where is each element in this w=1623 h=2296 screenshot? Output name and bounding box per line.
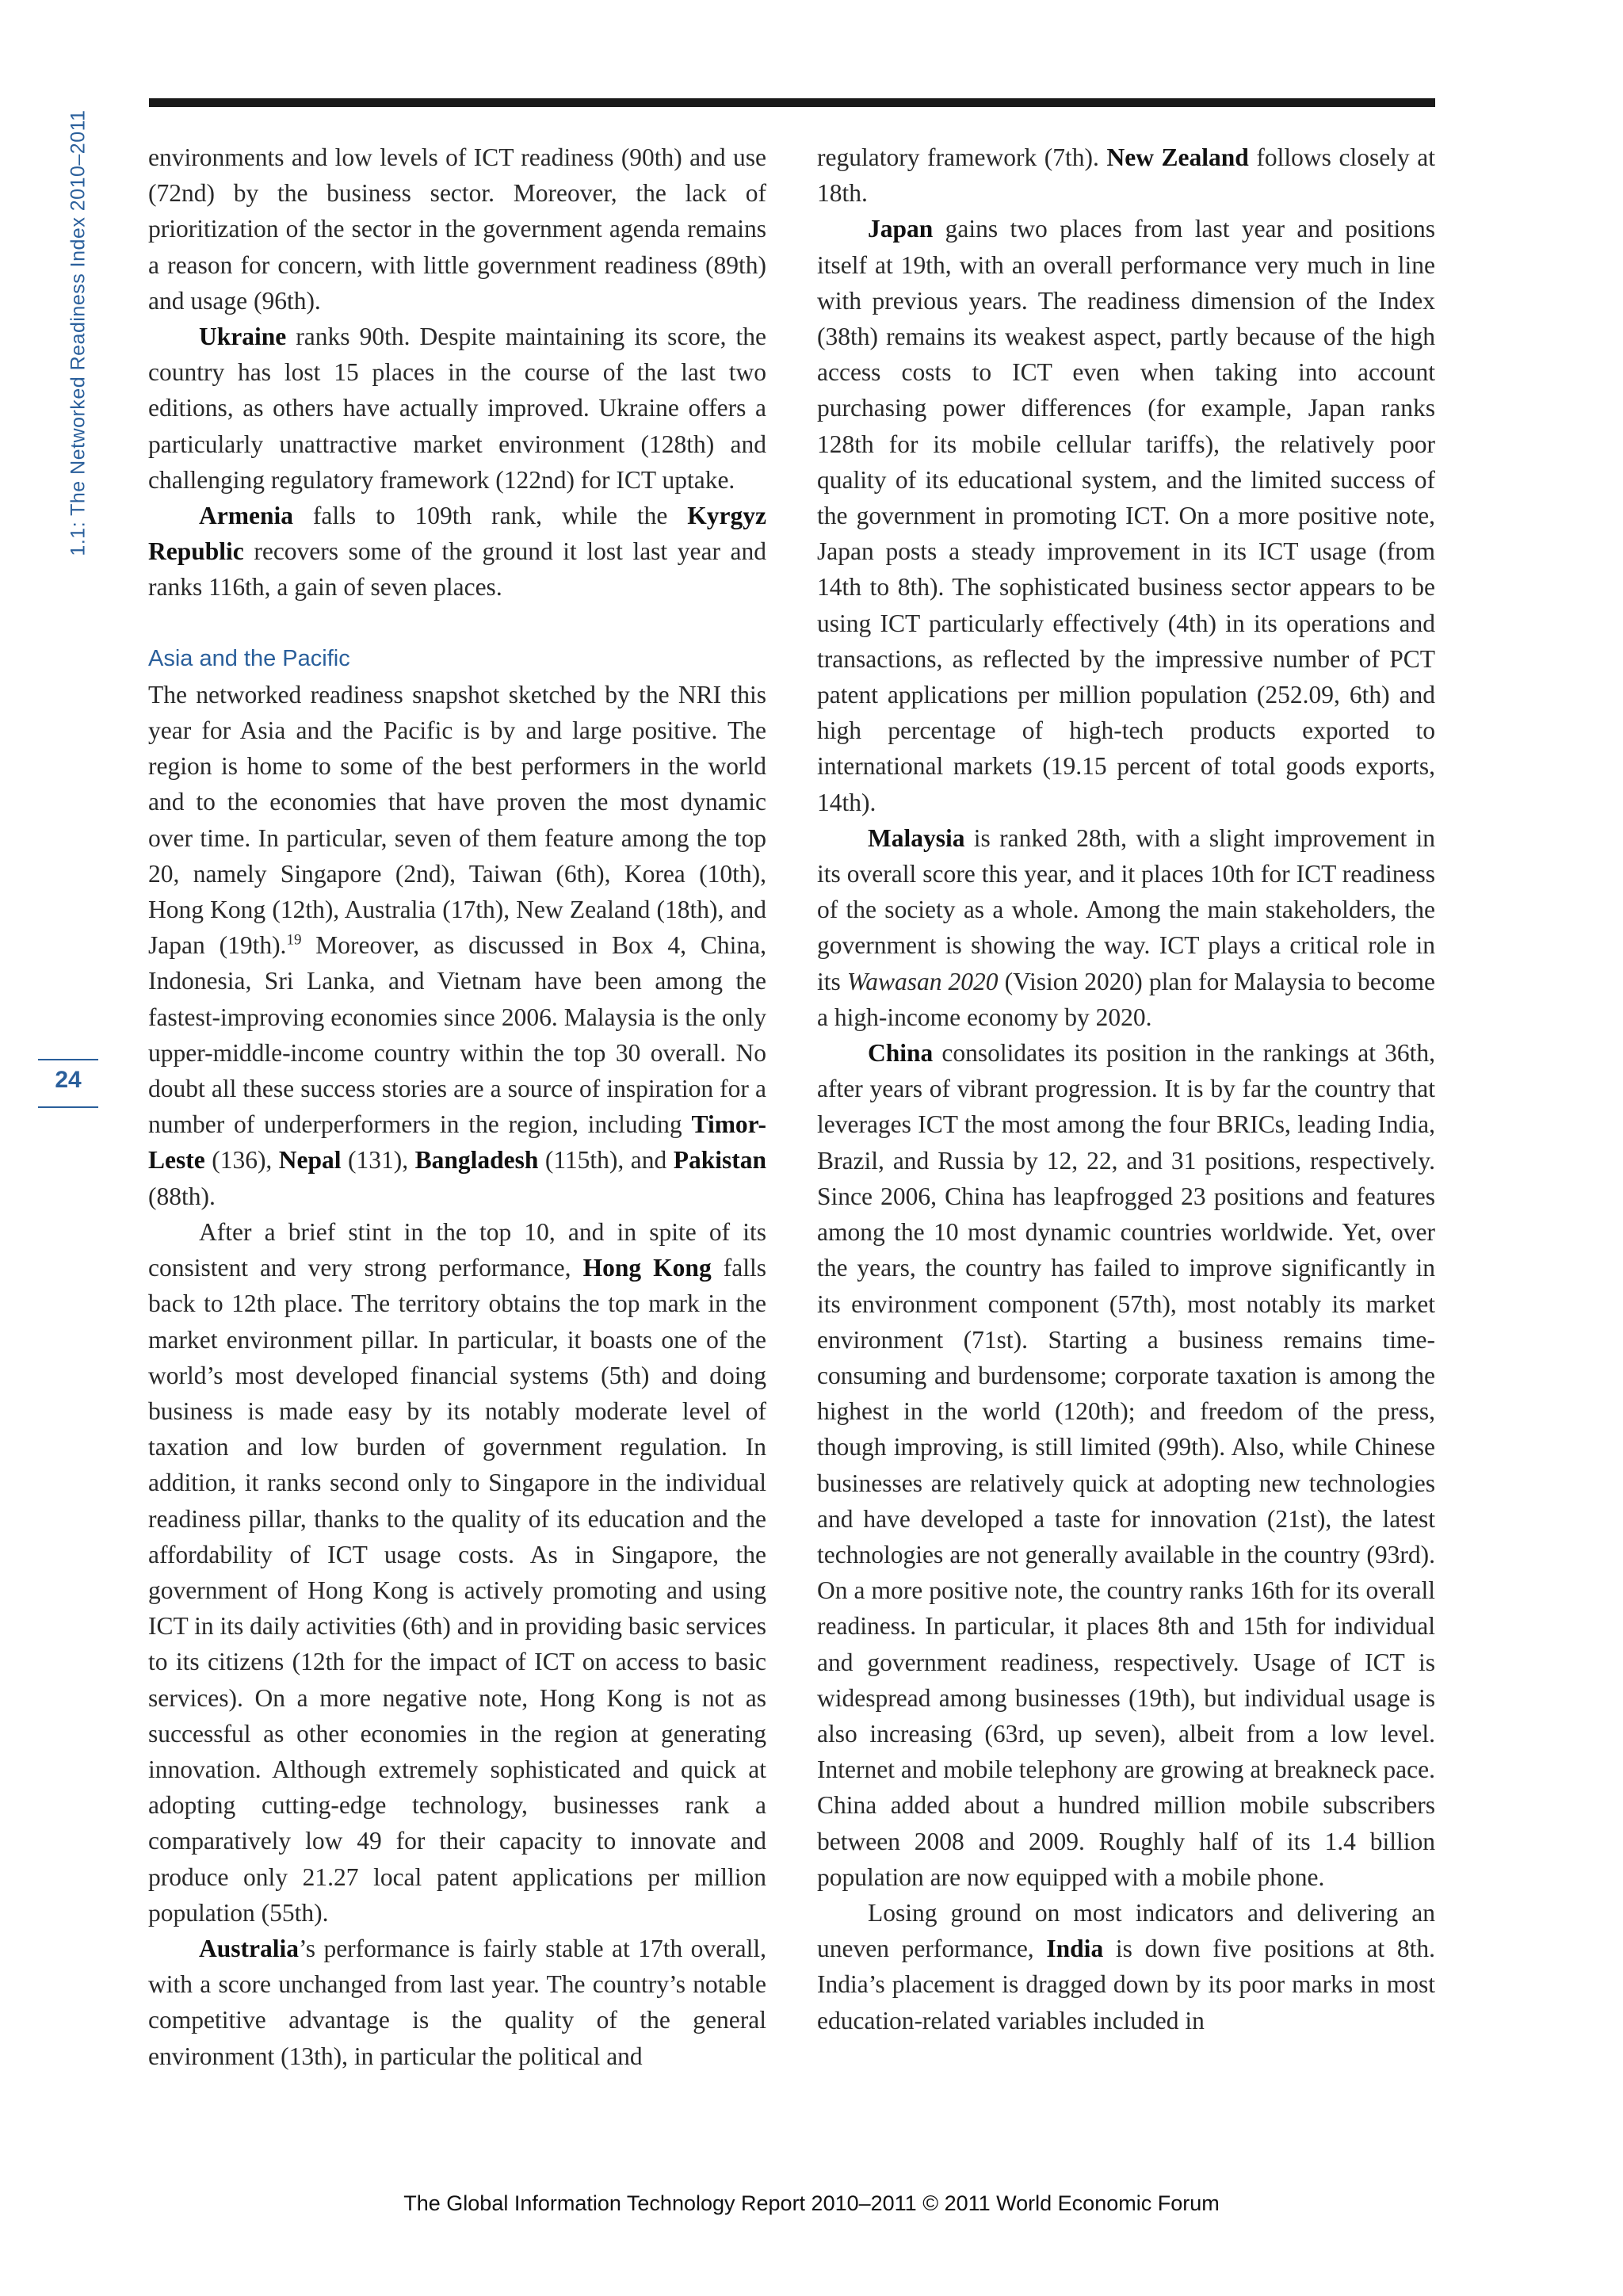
footnote-marker: 19 [286,931,302,949]
paragraph: After a brief stint in the top 10, and in spite of its consistent and very strong performance, Hong Kong falls back to 12th place. The territory obtains the top mark in the market environment pillar. In particular, it boasts one of the world’s most developed financial systems (5th) and doing business is made easy by its notably moderate level of taxation and low burden of government regulation. In addition, it ranks second only to Singapore in the individual readiness pillar, thanks to the quality of its education and the affordability of ICT usage costs. As in Singapore, the government of Hong Kong is actively promoting and using ICT in its daily activities (6th) and in providing basic services to its citizens (12th for the impact of ICT on access to basic services). On a more negative note, Hong Kong is not as successful as other economies in the region at generating innovation. Although extremely sophisticated and quick at adopting cutting-edge technology, businesses rank a comparatively low 49 for their capacity to innovate and produce only 21.27 local patent applications per million population (55th). [148,1217,767,1927]
paragraph: Australia’s performance is fairly stable at 17th overall, with a score unchanged from last year. The country’s notable competitive advantage is the quality of the general environment (13th), in particular the political and [148,1934,766,2070]
paragraph: China consolidates its position in the rankings at 36th, after years of vibrant progression. It is by far the country that leverages ICT the most among the four BRICs, leading India, Brazil, and Russia by 12, 22, and 31 positions, respectively. Since 2006, China has leapfrogged 23 positions and features among the 10 most dynamic countries worldwide. Yet, over the years, the country has failed to improve significantly in its environment component (57th), most notably its market environment (71st). Starting a business remains time-consuming and burdensome; corporate taxation is among the highest in the world (120th); and freedom of the press, though improving, is still limited (99th). Also, while Chinese businesses are relatively quick at adopting new technologies and have developed a taste for innovation (21st), the latest technologies are not generally available in the country (93rd). On a more positive note, the country ranks 16th for its overall readiness. In particular, it places 8th and 15th for individual and government readiness, respectively. Usage of ICT is widespread among businesses (19th), but individual usage is also increasing (63rd, up seven), albeit from a low level. Internet and mobile telephony are growing at breakneck pace. China added about a hundred million mobile subscribers between 2008 and 2009. Roughly half of its 1.4 billion population are now equipped with a mobile phone. [817,1039,1435,1891]
paragraph: regulatory framework (7th). New Zealand follows closely at 18th. [817,143,1435,208]
section-heading: Asia and the Pacific [148,645,350,671]
paragraph: environments and low levels of ICT readiness (90th) and use (72nd) by the business sector. Moreover, the lack of prioritization of the sector in the government agenda remains a reason for concern, with little government readiness (89th) and usage (96th). [148,143,766,315]
page-number-rule-bottom [38,1106,98,1108]
left-column [148,139,766,2074]
running-header-title: 1.1: The Networked Readiness Index 2010–2011 [67,109,90,556]
paragraph: Armenia falls to 109th rank, while the Kyrgyz Republic recovers some of the ground it lost last year and ranks 116th, a gain of seven places. [148,502,766,602]
paragraph: Japan gains two places from last year and positions itself at 19th, with an overall performance very much in line with previous years. The readiness dimension of the Index (38th) remains its weakest aspect, partly because of the high access costs to ICT even when taking into account purchasing power differences (for example, Japan ranks 128th for its mobile cellular tariffs), the relatively poor quality of its educational system, and the limited success of the government in promoting ICT. On a more positive note, Japan posts a steady improvement in its ICT usage (from 14th to 8th). The sophisticated business sector appears to be using ICT particularly effectively (4th) in its operations and transactions, as reflected by the impressive number of PCT patent applications per million population (252.09, 6th) and high percentage of high-tech products exported to international markets (19.15 percent of total goods exports, 14th). [817,215,1435,816]
paragraph: Malaysia is ranked 28th, with a slight improvement in its overall score this year, and it places 10th for ICT readiness of the society as a whole. Among the main stakeholders, the government is showing the way. ICT plays a critical role in its Wawasan 2020 (Vision 2020) plan for Malaysia to become a high-income economy by 2020. [817,823,1435,1031]
page-footer: The Global Information Technology Report 2010–2011 © 2011 World Economic Forum [403,2191,1220,2215]
paragraph: Ukraine ranks 90th. Despite maintaining its score, the country has lost 15 places in the course of the last two editions, as others have actually improved. Ukraine offers a particularly unattractive market environment (128th) and challenging regulatory framework (122nd) for ICT uptake. [148,323,766,494]
right-column [817,139,1435,2038]
paragraph: The networked readiness snapshot sketched by the NRI this year for Asia and the Pacific is by and large positive. The region is home to some of the best performers in the world and to the economies that have proven the most dynamic over time. In particular, seven of them feature among the top 20, namely Singapore (2nd), Taiwan (6th), Korea (10th), Hong Kong (12th), Australia (17th), New Zealand (18th), and Japan (19th).$^{19}$ Moreover, as discussed in Box 4, China, Indonesia, Sri Lanka, and Vietnam have been among the fastest-improving economies since 2006. Malaysia is the only upper-middle-income country within the top 30 overall. No doubt all these success stories are a source of inspiration for a number of underperformers in the region, including Timor-Leste (136), Nepal (131), Bangladesh (115th), and Pakistan (88th). [148,680,766,1210]
top-rule [149,98,1435,107]
paragraph: Losing ground on most indicators and delivering an uneven performance, India is down five positions at 8th. India’s placement is dragged down by its poor marks in most education-related variables included in [817,1898,1435,2034]
page-number: 24 [55,1067,82,1093]
page-number-rule-top [38,1059,98,1060]
